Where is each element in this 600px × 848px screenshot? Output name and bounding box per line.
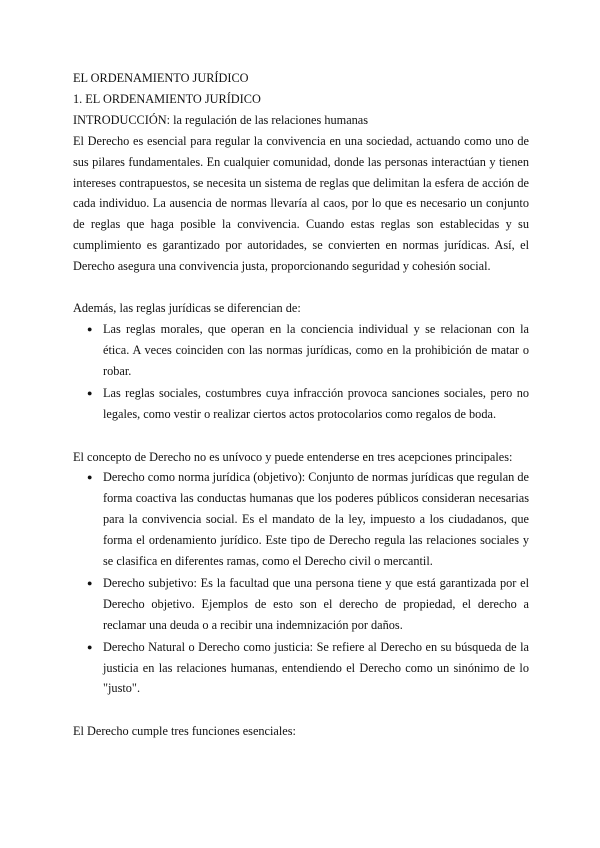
paragraph-concept: El concepto de Derecho no es unívoco y puede entenderse en tres acepciones principales:: [73, 449, 513, 464]
list-item-text: Derecho Natural o Derecho como justicia: Se refiere al Derecho en su búsqueda de la justicia en las relaciones humanas, entendiendo el Derecho como un sinónimo de lo "justo".: [103, 639, 529, 696]
list-item: [73, 383, 529, 425]
document-title: EL ORDENAMIENTO JURÍDICO: [73, 71, 249, 85]
bullet-icon: ●: [87, 577, 93, 588]
list-item: [73, 637, 529, 700]
list-item: [73, 573, 529, 636]
bullet-icon: ●: [87, 472, 93, 483]
differences-list: [73, 319, 529, 425]
paragraph-differences: Además, las reglas jurídicas se diferencian de:: [73, 301, 301, 316]
paragraph-spacer: [73, 700, 529, 721]
list-item-text: Las reglas morales, que operan en la conciencia individual y se relacionan con la ética. A veces coinciden con las normas jurídicas, como en la prohibición de matar o robar.: [103, 321, 529, 378]
list-item-text: Las reglas sociales, costumbres cuya infracción provoca sanciones sociales, pero no legales, como vestir o realizar ciertos actos protocolarios como regalos de boda.: [103, 385, 529, 421]
paragraph-intro: El Derecho es esencial para regular la convivencia en una sociedad, actuando como uno de sus pilares fundamentales. En cualquier comunidad, donde las personas interactúan y tienen intereses contrapuestos, se necesita un sistema de reglas que delimitan la esfera de acción de cada individuo. La ausencia de normas llevaría al caos, por lo que es necesario un conjunto de reglas que haga posible la convivencia. Cuando estas reglas son establecidas y su cumplimiento es garantizado por autoridades, se convierten en normas jurídicas. Así, el Derecho asegura una convivencia justa, proporcionando seguridad y cohesión social.: [73, 133, 529, 274]
bullet-icon: ●: [87, 387, 93, 398]
list-item-text: Derecho subjetivo: Es la facultad que una persona tiene y que está garantizada por el Derecho objetivo. Ejemplos de esto son el derecho de propiedad, el derecho a reclamar una deuda o a recibir una indemnización por daños.: [103, 575, 529, 632]
acepciones-list: [73, 467, 529, 699]
paragraph-spacer: [73, 277, 529, 298]
list-item: [73, 319, 529, 382]
bullet-icon: ●: [87, 323, 93, 334]
paragraph-functions: El Derecho cumple tres funciones esenciales:: [73, 724, 296, 739]
list-item: [73, 467, 529, 572]
paragraph-spacer: [73, 426, 529, 447]
document-page: [73, 68, 529, 742]
list-item-text: Derecho como norma jurídica (objetivo): Conjunto de normas jurídicas que regulan de forma coactiva las conductas humanas que los poderes públicos consideran necesarias para la convivencia social. Es el mandato de la ley, impuesto a los ciudadanos, que forma el ordenamiento jurídico. Este tipo de Derecho regula las relaciones sociales y se clasifica en diferentes ramas, como el Derecho civil o mercantil.: [103, 470, 529, 569]
section-heading: 1. EL ORDENAMIENTO JURÍDICO: [73, 91, 261, 106]
bullet-icon: ●: [87, 641, 93, 652]
intro-heading: INTRODUCCIÓN: la regulación de las relaciones humanas: [73, 112, 369, 127]
